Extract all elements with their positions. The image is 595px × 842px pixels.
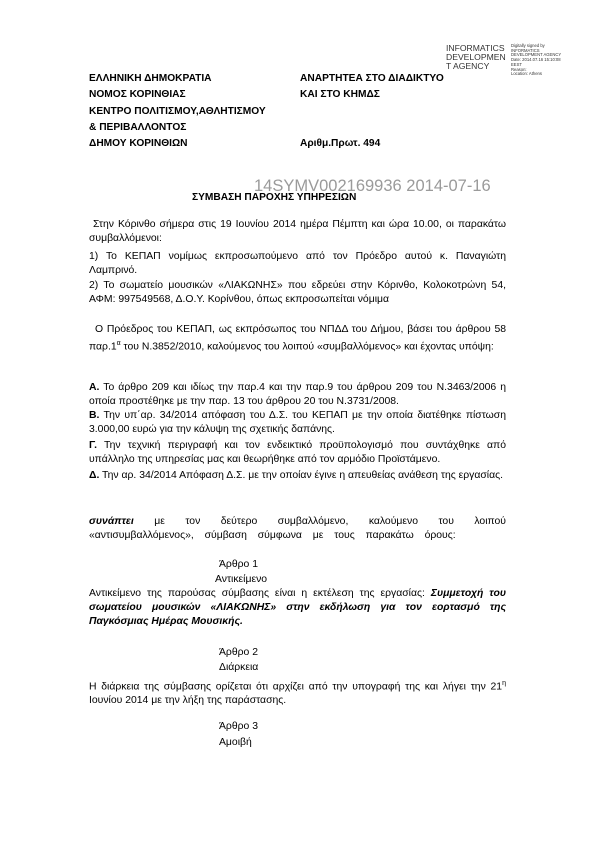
signature-org-line: INFORMATICS xyxy=(446,43,505,53)
issuer-line: ΕΛΛΗΝΙΚΗ ΔΗΜΟΚΡΑΤΙΑ xyxy=(89,73,212,84)
signature-org-line: DEVELOPMEN xyxy=(446,52,506,62)
clause-g: Γ. Την τεχνική περιγραφή και τον ενδεικτικό προϋπολογισμό που συντάχθηκε από υπάλληλο της υπηρεσίας μας και θεωρήθηκε από τον αρμόδιο Προϊστάμενο. xyxy=(89,440,506,465)
issuer-line: ΚΕΝΤΡΟ ΠΟΛΙΤΙΣΜΟΥ,ΑΘΛΗΤΙΣΜΟΥ xyxy=(89,106,266,117)
intro-paragraph: Στην Κόρινθο σήμερα στις 19 Ιουνίου 2014 ημέρα Πέμπτη και ώρα 10.00, οι παρακάτω συμβαλλόμενοι: xyxy=(89,219,506,244)
article-1-text: Αντικείμενο της παρούσας σύμβασης είναι η εκτέλεση της εργασίας: Συμμετοχή του σωματείου μουσικών «ΛΙΑΚΩΝΗΣ» στην εκδήλωση για τον εορτασμό της Παγκόσμιας Ημέρας Μουσικής. xyxy=(89,588,507,627)
posting-notice-kimds: ΚΑΙ ΣΤΟ ΚΗΜΔΣ xyxy=(300,89,380,100)
issuer-line: & ΠΕΡΙΒΑΛΛΟΝΤΟΣ xyxy=(89,122,187,133)
party-2: 2) Το σωματείο μουσικών «ΛΙΑΚΩΝΗΣ» που εδρεύει στην Κόρινθο, Κολοκοτρώνη 54, ΑΦΜ: 997549568, Δ.Ο.Υ. Κορίνθου, όπως εκπροσωπείται νόμιμα xyxy=(89,280,506,305)
signature-detail: INFORMATICS xyxy=(511,47,540,53)
signature-detail: Location: Athens xyxy=(511,71,542,77)
signature-detail: Date: 2014.07.16 15:10:08 xyxy=(511,57,561,63)
protocol-number: Αριθμ.Πρωτ. 494 xyxy=(300,138,381,149)
article-1-number: Άρθρο 1 xyxy=(219,559,258,570)
clause-b: Β. Την υπ΄αρ. 34/2014 απόφαση του Δ.Σ. του ΚΕΠΑΠ με την οποία διατέθηκε πίστωση 3.000,00 ευρώ για την κάλυψη της σχετικής δαπάνης. xyxy=(89,410,506,435)
agreement-paragraph: συνάπτει με τον δεύτερο συμβαλλόμενο, καλούμενο του λοιπού «αντισυμβαλλόμενος», σύμβαση σύμφωνα με τους παρακάτω όρους: xyxy=(89,516,506,541)
article-2-text: Η διάρκεια της σύμβασης ορίζεται ότι αρχίζει από την υπογραφή της και λήγει την $21^\eta$ Ιουνίου 2014 με την λήξη της παράστασης. xyxy=(89,680,506,707)
issuer-line: ΔΗΜΟΥ ΚΟΡΙΝΘΙΩΝ xyxy=(89,138,188,149)
signature-detail: EEST xyxy=(511,61,522,67)
signature-detail: Digitally signed by xyxy=(511,43,545,48)
document-title: ΣΥΜΒΑΣΗ ΠΑΡΟΧΗΣ ΥΠΗΡΕΣΙΩΝ xyxy=(192,192,357,203)
signature-org-line: T AGENCY xyxy=(446,61,490,71)
issuer-line: ΝΟΜΟΣ ΚΟΡΙΝΘΙΑΣ xyxy=(89,89,186,100)
signature-detail: DEVELOPMENT AGENCY xyxy=(511,52,562,58)
article-1-heading: Αντικείμενο xyxy=(215,574,268,585)
diavgeia-stamp: 14SYMV002169936 2014-07-16 xyxy=(254,177,491,195)
article-2-number: Άρθρο 2 xyxy=(219,647,258,658)
president-paragraph: Ο Πρόεδρος του ΚΕΠΑΠ, ως εκπρόσωπος του ΝΠΔΔ του Δήμου, βάσει του άρθρου 58 $\pi\alpha\rho.1^\alpha$ του Ν.3852/2010, καλούμενος του λοιπού «συμβαλλόμενος» και έχοντας υπόψη: xyxy=(89,324,506,353)
article-3-number: Άρθρο 3 xyxy=(219,721,258,732)
clause-a: Α. Το άρθρο 209 και ιδίως την παρ.4 και την παρ.9 του άρθρου 209 του Ν.3463/2006 η οποία προστέθηκε με την παρ. 13 του άρθρου 20 του Ν.3731/2008. xyxy=(89,382,506,407)
party-1: 1) Το ΚΕΠΑΠ νομίμως εκπροσωπούμενο από τον Πρόεδρο αυτού κ. Παναγιώτη Λαμπρινό. xyxy=(89,251,506,276)
clause-d: Δ. Την αρ. 34/2014 Απόφαση Δ.Σ. με την οποίαν έγινε η απευθείας ανάθεση της εργασίας. xyxy=(89,470,503,481)
article-3-heading: Αμοιβή xyxy=(219,737,252,748)
article-2-heading: Διάρκεια xyxy=(219,662,259,673)
posting-notice: ΑΝΑΡΤΗΤΕΑ ΣΤΟ ΔΙΑΔΙΚΤΥΟ xyxy=(300,73,444,84)
signature-detail: Reason: xyxy=(511,66,527,72)
